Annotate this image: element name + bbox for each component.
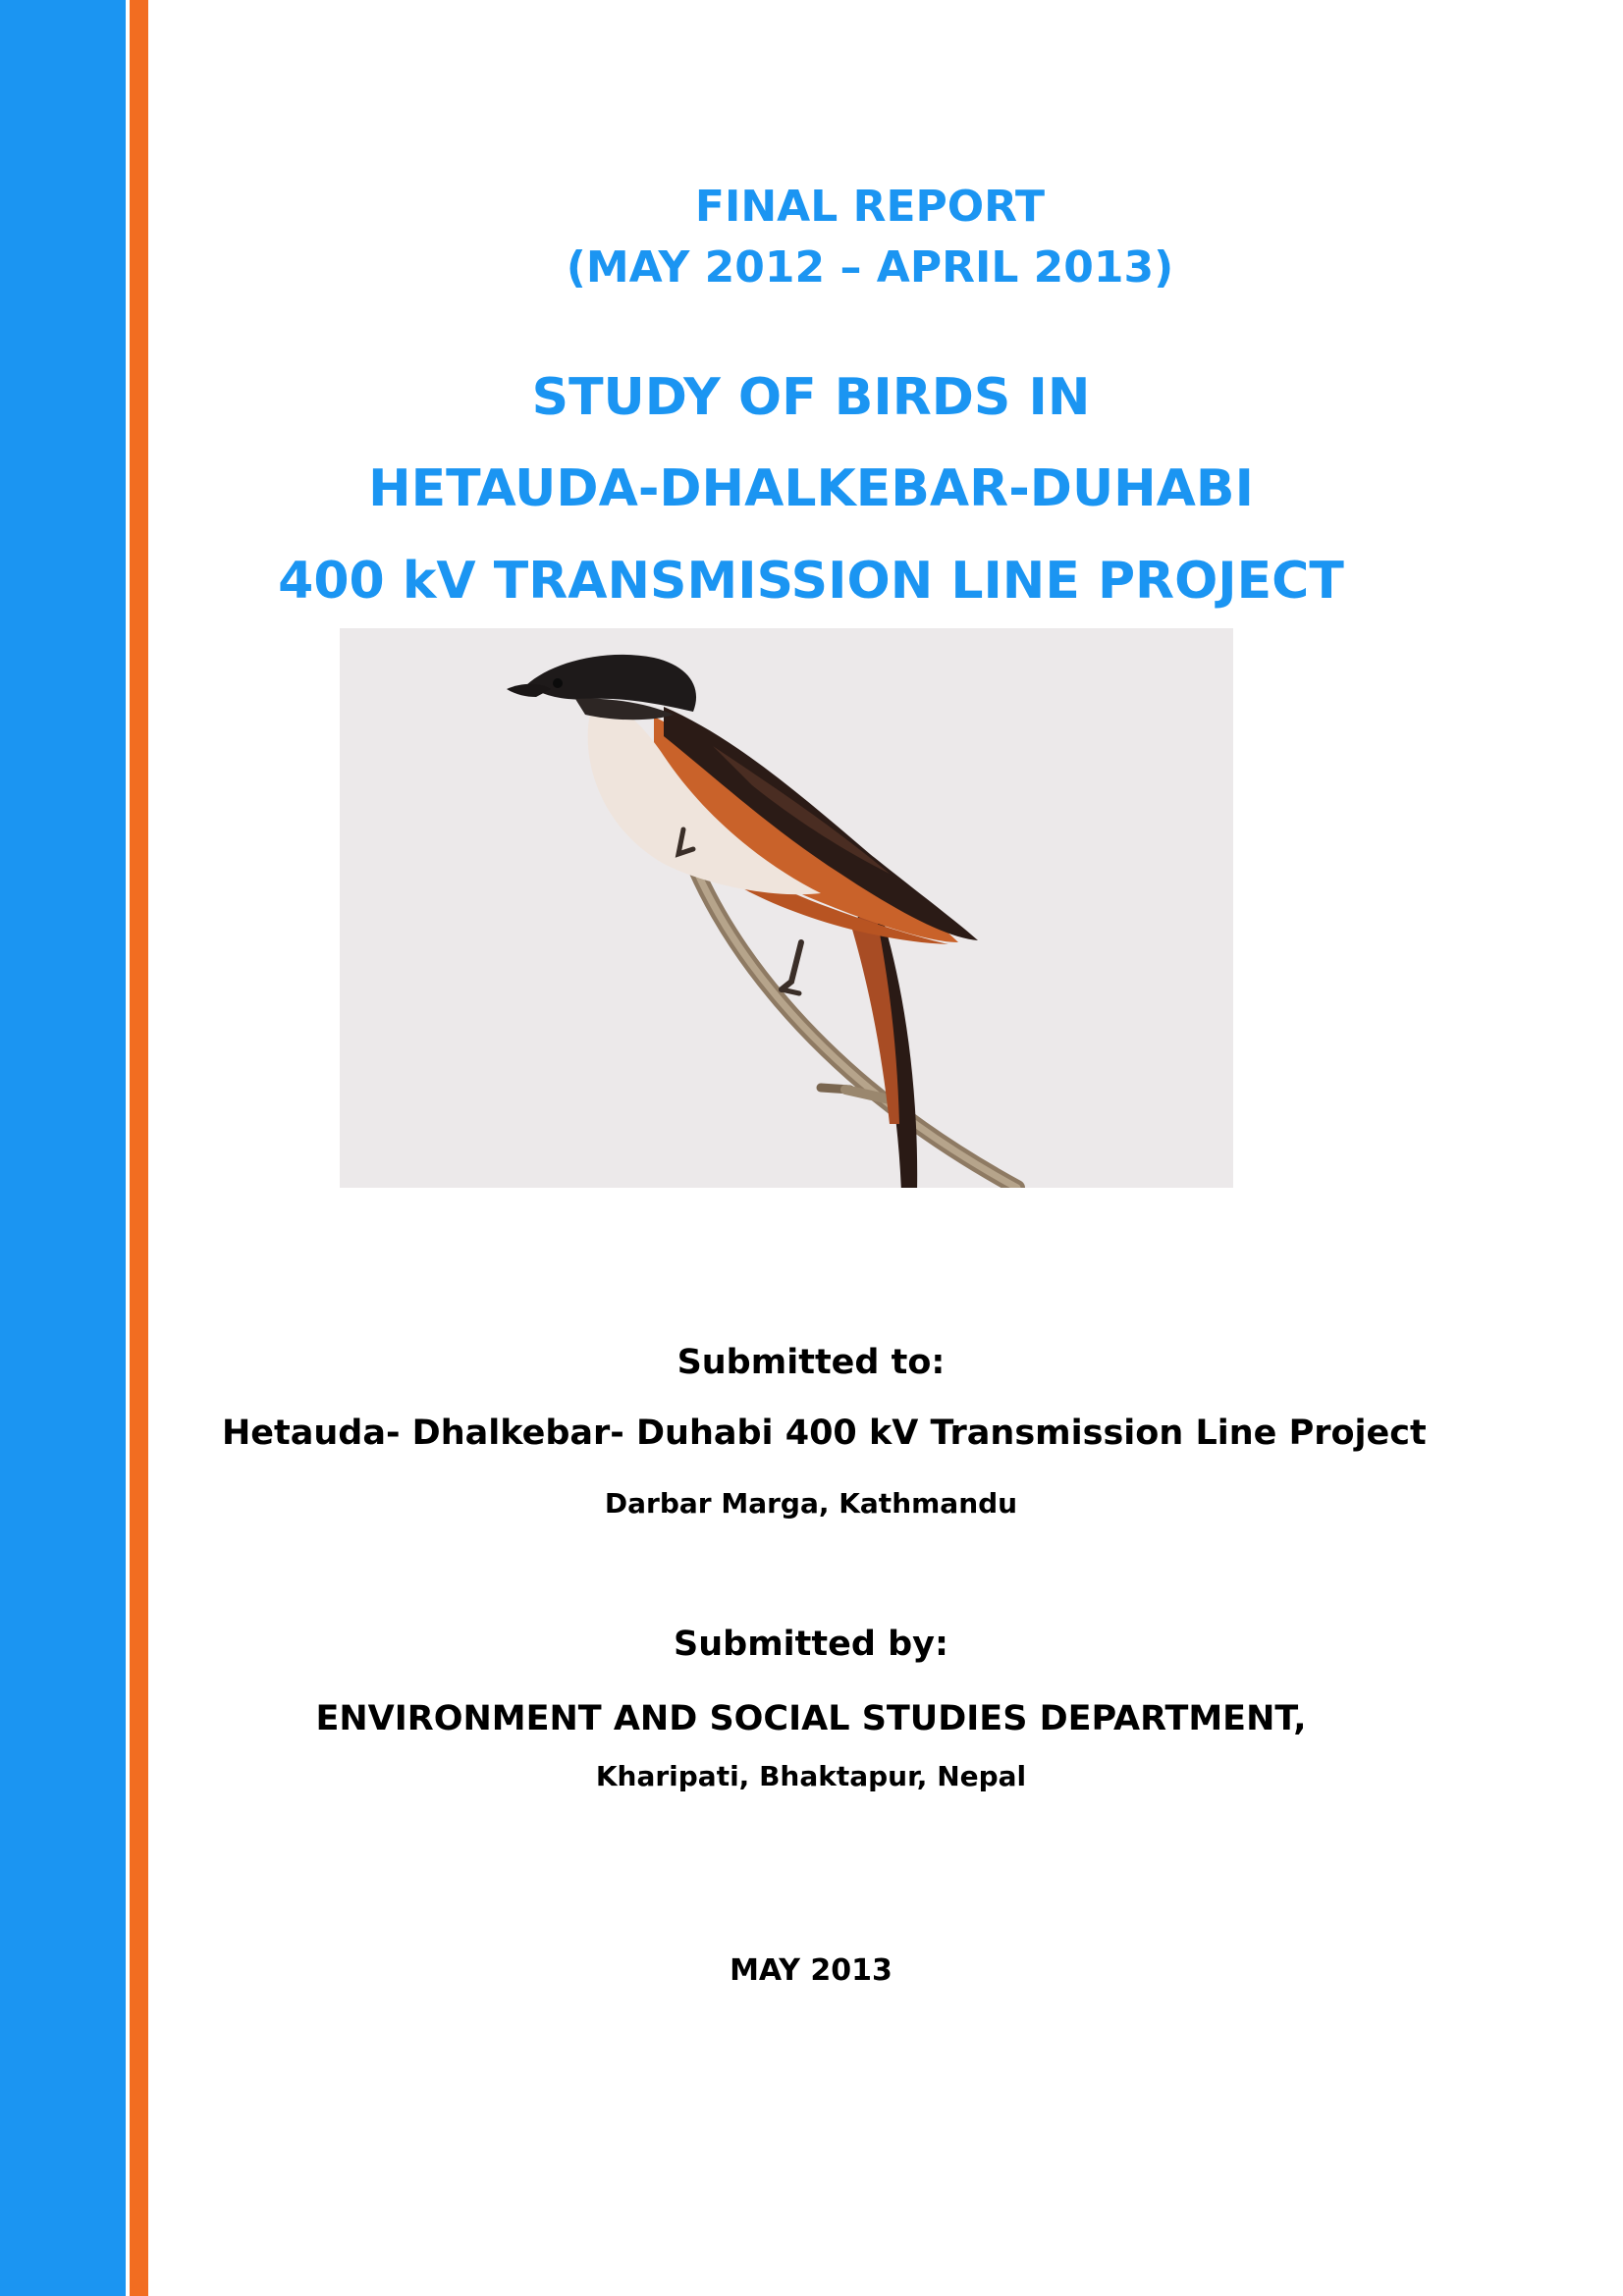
submitted-to-address: Darbar Marga, Kathmandu: [604, 1487, 1018, 1520]
title-line-2: HETAUDA-DHALKEBAR-DUHABI: [368, 459, 1254, 518]
title-line-1: STUDY OF BIRDS IN: [531, 368, 1091, 427]
cover-bird-photo: [340, 628, 1233, 1188]
report-type-heading: FINAL REPORT: [694, 182, 1046, 232]
left-orange-stripe: [130, 0, 148, 2296]
report-date: MAY 2013: [730, 1953, 893, 1988]
submitted-by-label: Submitted by:: [674, 1625, 948, 1664]
submitted-to-label: Submitted to:: [676, 1343, 946, 1382]
submitted-by-organization: ENVIRONMENT AND SOCIAL STUDIES DEPARTMENT,: [315, 1699, 1307, 1738]
bird-on-branch-illustration: [340, 628, 1233, 1188]
submitted-to-organization: Hetauda- Dhalkebar- Duhabi 400 kV Transmission Line Project: [222, 1414, 1427, 1453]
submitted-by-address: Kharipati, Bhaktapur, Nepal: [595, 1760, 1027, 1792]
title-line-3: 400 kV TRANSMISSION LINE PROJECT: [278, 552, 1344, 611]
report-period-heading: (MAY 2012 – APRIL 2013): [566, 242, 1174, 293]
left-blue-stripe: [0, 0, 130, 2296]
